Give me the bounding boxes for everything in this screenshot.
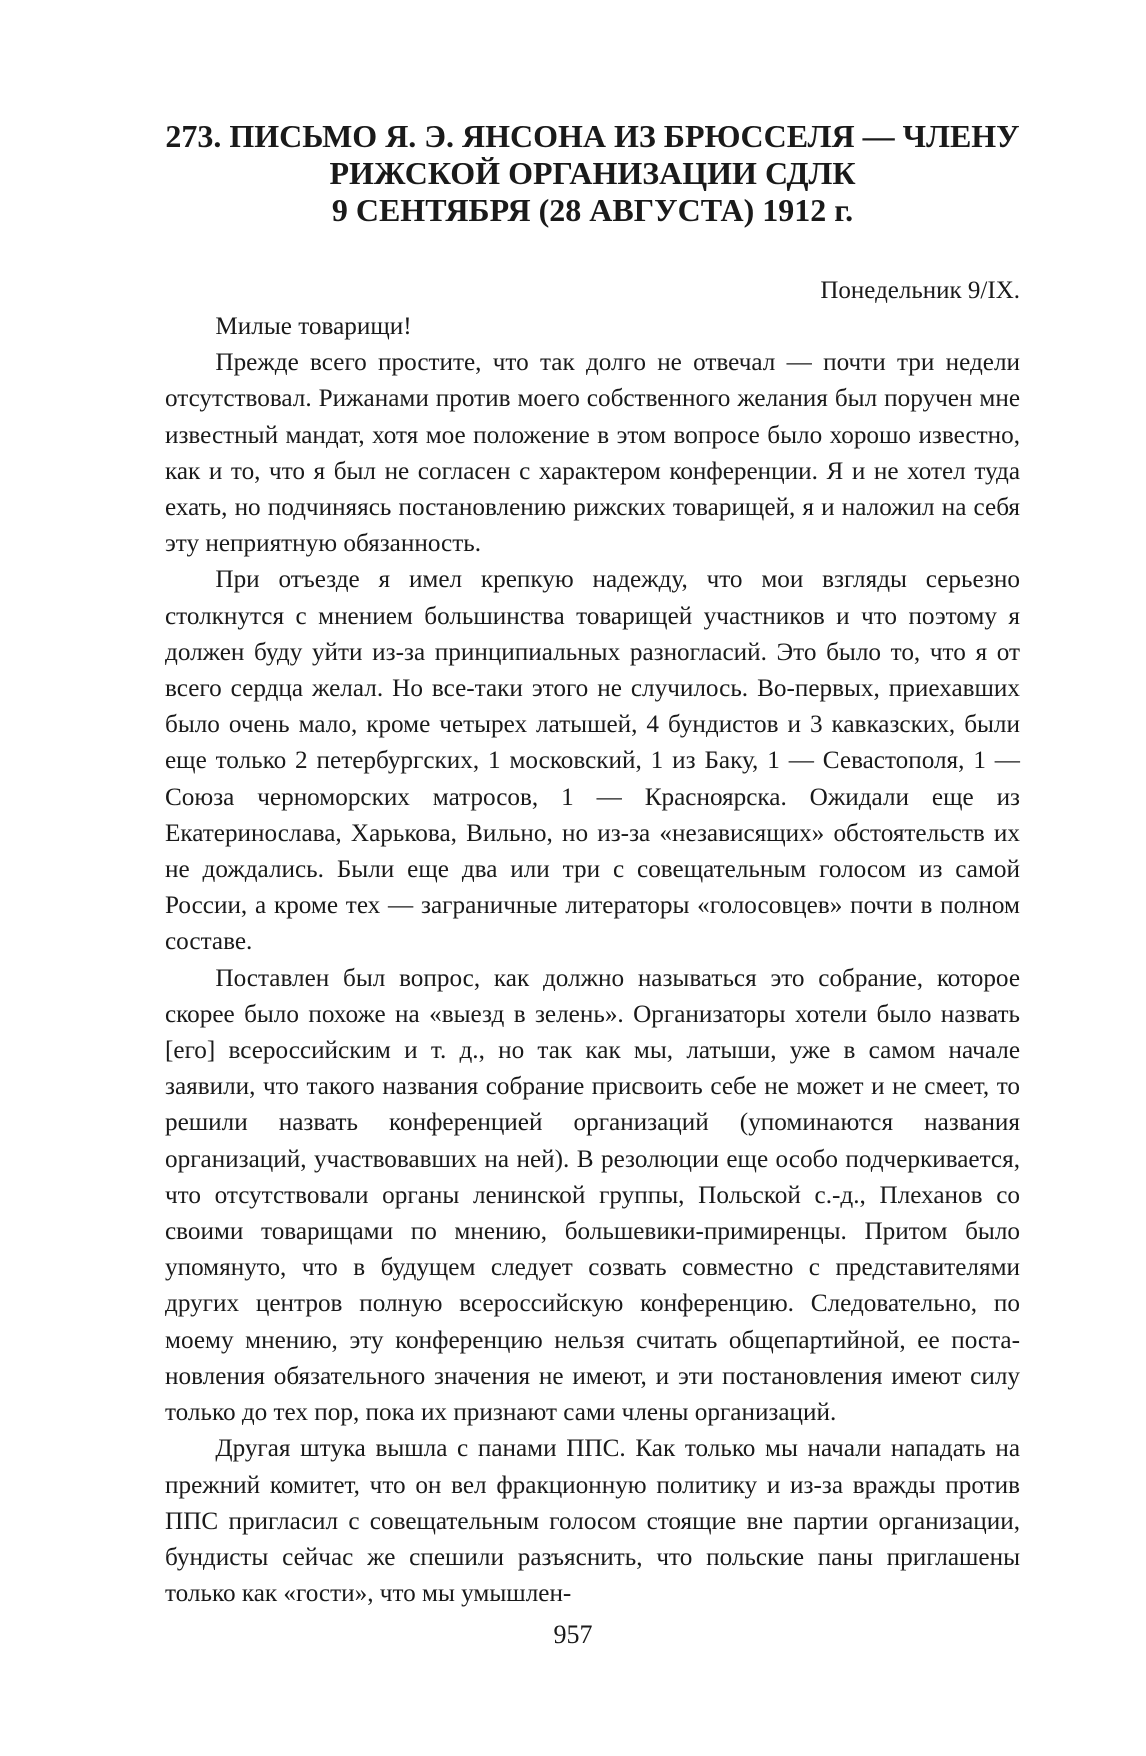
body-paragraph-1: Прежде всего простите, что так долго не отвечал — почти три недели отсутствовал. Рижанами против моего собственного желания был поручен мне известный мандат, хотя мое положение в этом вопросе было хорошо известно, как и то, что я был не согласен с характером конференции. Я и не хотел туда ехать, но подчиняясь постановлению рижских товарищей, я и наложил на себя эту неприятную обязанность. (165, 349, 1020, 558)
document-title (165, 118, 1020, 229)
document-page (165, 118, 1020, 1612)
title-line-2: РИЖСКОЙ ОРГАНИЗАЦИИ СДЛК (329, 155, 856, 191)
letter-body (165, 309, 1020, 1612)
body-paragraph-2: При отъезде я имел крепкую надежду, что мои взгляды серьезно столкнутся с мнением большинства товарищей участников и что поэтому я должен буду уйти из-за принципиальных разногласий. Это было то, что я от всего сердца желал. Но все-таки этого не случилось. Во-первых, приехавших было очень мало, кроме четырех латышей, 4 бундистов и 3 кавказских, были еще только 2 петербургских, 1 московский, 1 из Баку, 1 — Севастополя, 1 — Союза черноморских матросов, 1 — Красноярска. Ожидали еще из Екатеринослава, Харькова, Вильно, но из-за «независящих» обстоятельств их не дождались. Были еще два или три с совещательным голосом из самой России, а кроме тех — заграничные литераторы «голосовцев» почти в полном составе. (165, 566, 1020, 956)
title-line-3: 9 СЕНТЯБРЯ (28 АВГУСТА) 1912 г. (331, 192, 854, 228)
body-paragraph-3: Поставлен был вопрос, как должно называться это собрание, которое скорее было похоже на «выезд в зелень». Организаторы хотели было назвать [его] всероссийским и т. д., но так как мы, латыши, уже в самом начале заявили, что такого названия собрание присвоить себе не может и не смеет, то решили назвать конференцией организаций (упоминаются названия организаций, участвовавших на ней). В резолюции еще особо подчеркивается, что отсутствовали органы ленинской группы, Польской с.-д., Плеханов со своими товарищами по мнению, большевики-примиренцы. Притом было упомянуто, что в будущем следует созвать совместно с представителями других центров полную всероссийскую конференцию. Следовательно, по моему мнению, эту конференцию нельзя считать общепартийной, ее постановления обязательного значения не имеют, и эти постановления имеют силу только до тех пор, пока их признают сами члены организаций. (165, 964, 1020, 1427)
title-line-1: 273. ПИСЬМО Я. Э. ЯНСОНА ИЗ БРЮССЕЛЯ — ЧЛЕНУ (165, 118, 1020, 154)
page-number: 957 (553, 1620, 593, 1649)
letter-salutation: Милые товарищи! (215, 313, 412, 340)
body-paragraph-4: Другая штука вышла с панами ППС. Как только мы начали нападать на прежний комитет, что он вел фракционную политику и из-за вражды против ППС пригласил с совещательным голосом стоящие вне партии организации, бундисты сейчас же спешили разъяснить, что польские паны приглашены только как «гости», что мы умышлен- (165, 1435, 1020, 1608)
letter-dateline: Понедельник 9/IX. (820, 277, 1020, 304)
